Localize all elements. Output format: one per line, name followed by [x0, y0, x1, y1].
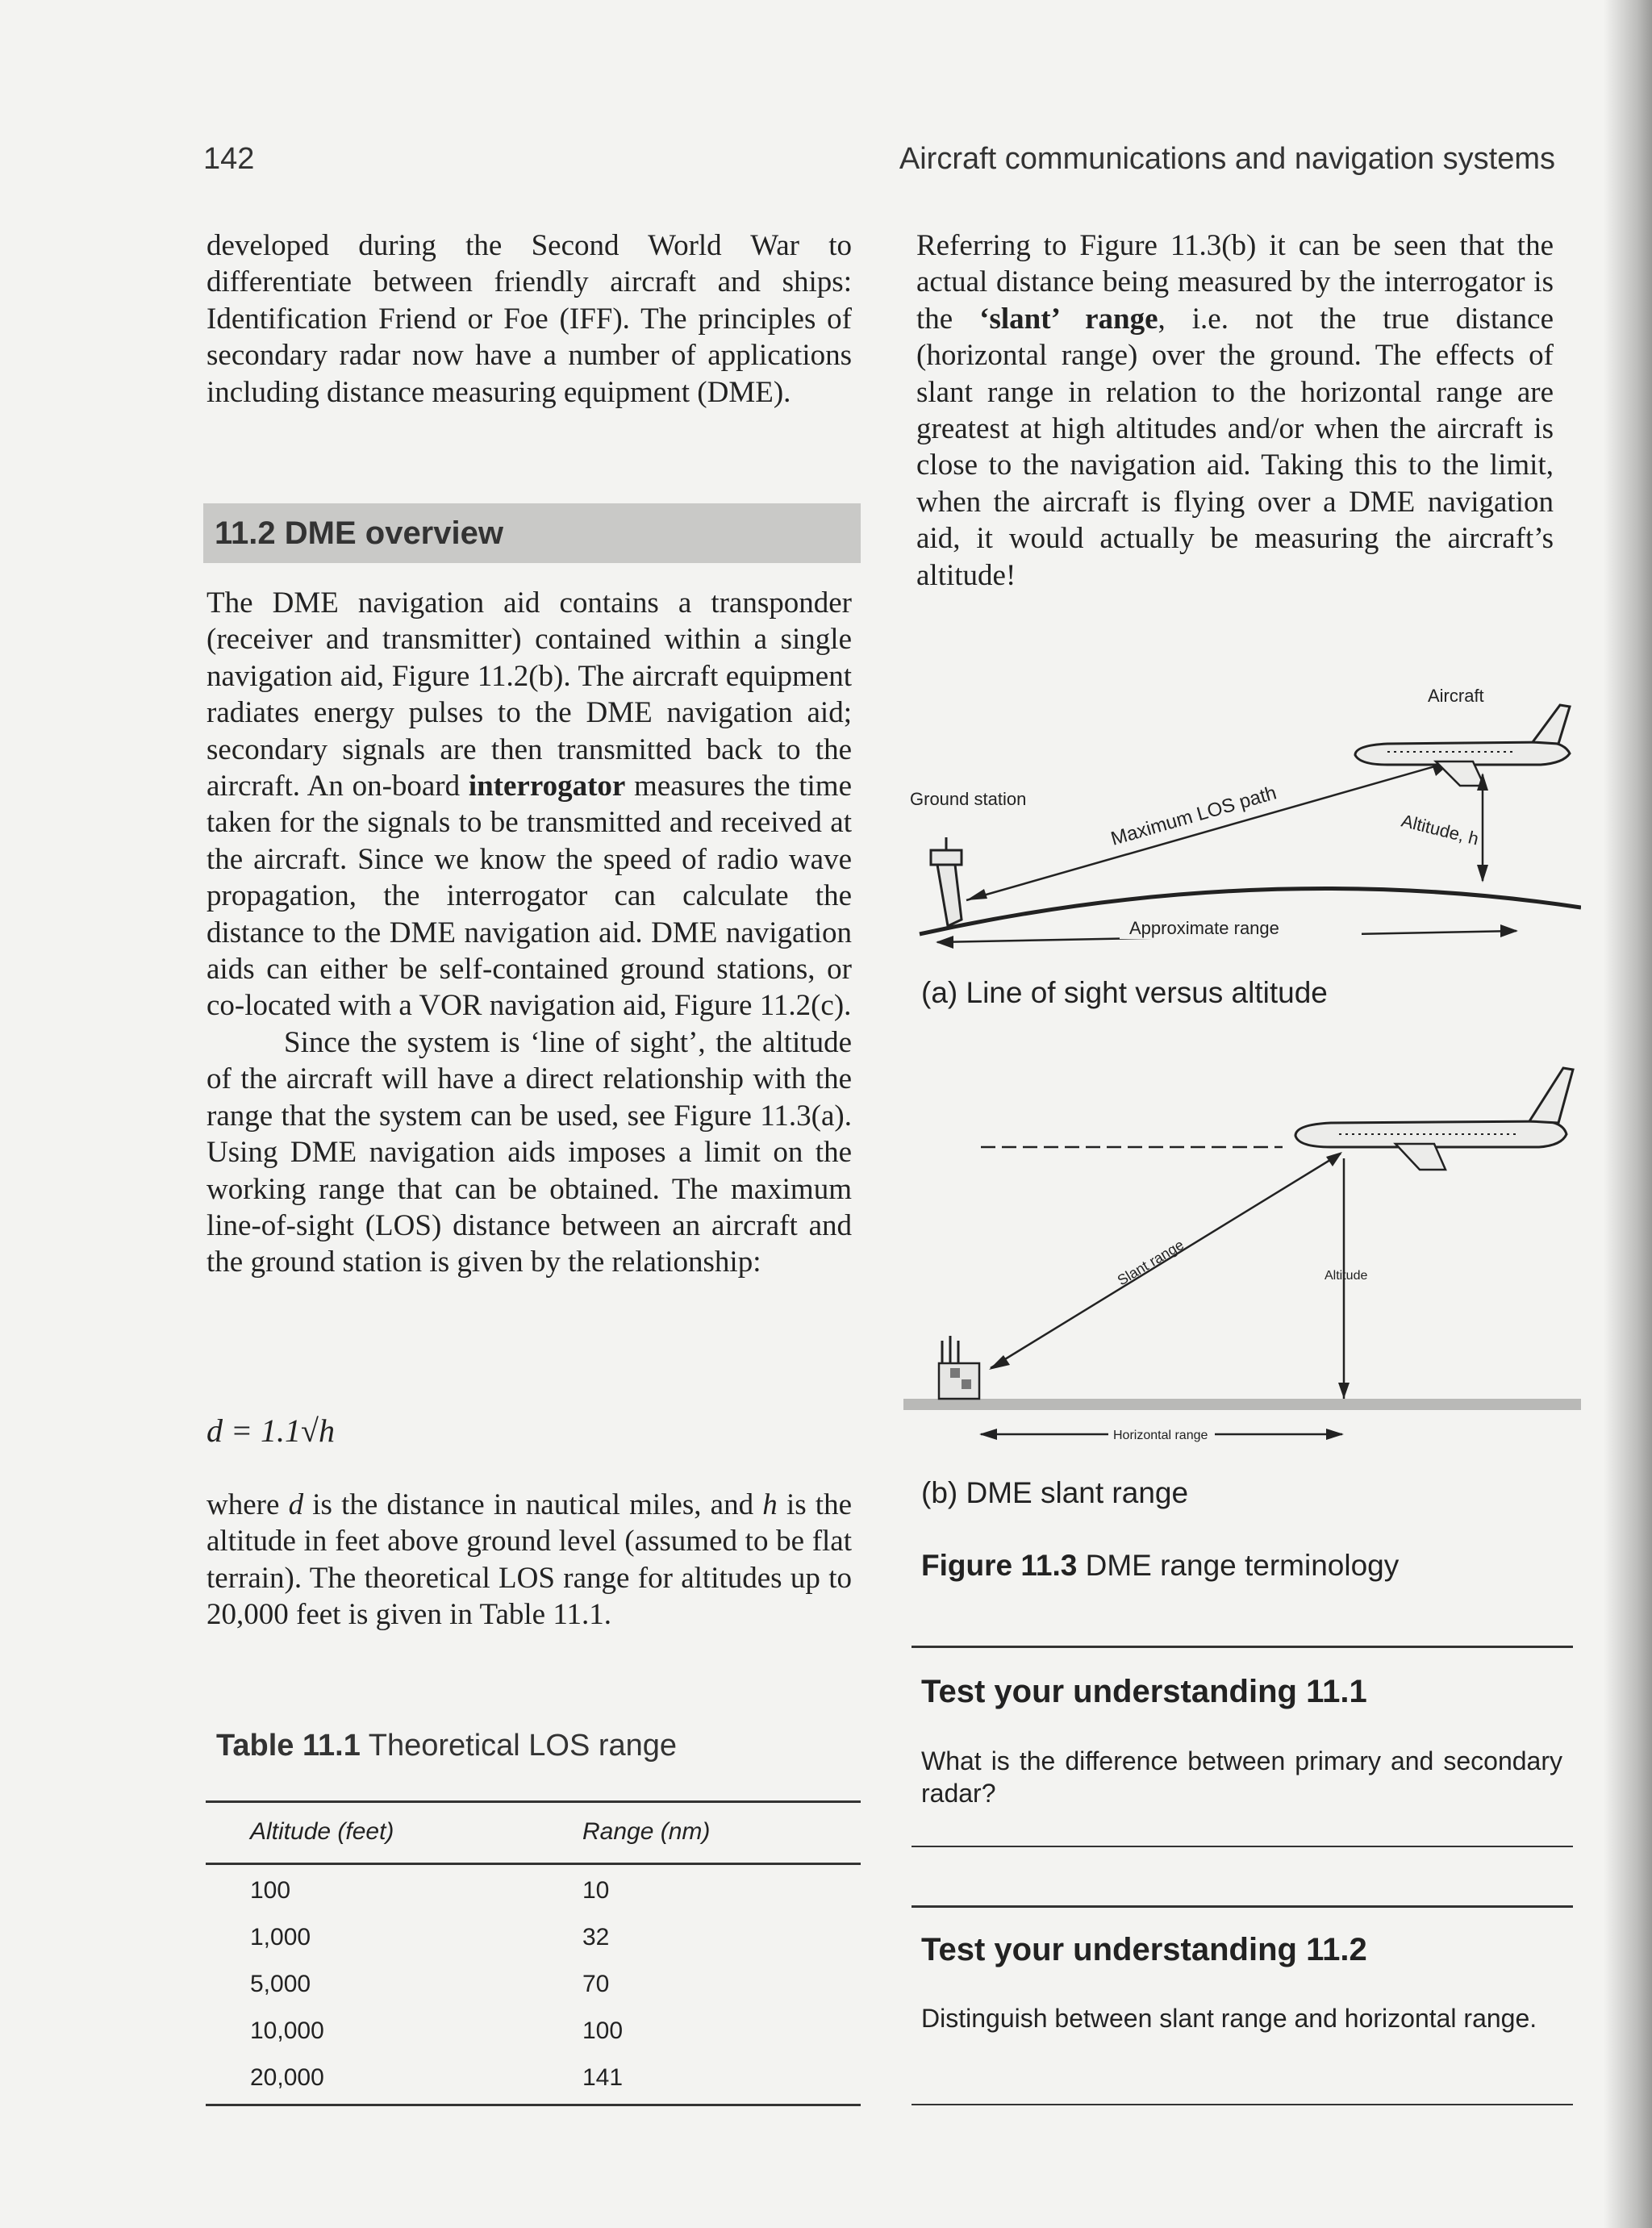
figure-b-slant-range-diagram: [903, 1057, 1581, 1452]
intro-paragraph: developed during the Second World War to differentiate between friendly aircraft and ships: Identification Friend or Foe (IFF). The principles of secondary radar now have a number of applications including distance measuring equipment (DME).: [206, 229, 852, 409]
figure-title-label: Figure 11.3: [921, 1549, 1078, 1582]
table-cell-altitude: 20,000: [250, 2064, 324, 2091]
table-caption-text: Theoretical LOS range: [368, 1729, 678, 1763]
body-text-left: [206, 585, 852, 1281]
figure-a-line-of-sight-diagram: [903, 678, 1581, 952]
label-altitude: Altitude: [1325, 1269, 1368, 1283]
figure-title: [921, 1549, 1399, 1583]
table-caption-label: Table 11.1: [216, 1729, 361, 1763]
ground-station-cab: [931, 850, 962, 865]
table-cell-altitude: 100: [250, 1877, 291, 1904]
test-box-1-bottom-rule: [912, 1846, 1573, 1847]
text-run: , i.e. not the true distance (horizontal range) over the ground. The effects of slant range in relation to the horizontal range are greatest at high altitudes and/or when the aircraft is close to the navigation aid. Taking this to the limit, when the aircraft is flying over a DME navigation aid, it would actually be measuring the aircraft’s altitude!: [916, 302, 1554, 592]
paragraph-where-block: [206, 1487, 852, 1633]
text-run: is the altitude in feet above ground level (assumed to be flat terrain). The theoretical LOS range for altitudes up to 20,000 feet is given in Table 11.1.: [206, 1488, 852, 1632]
table-cell-range: 32: [582, 1924, 610, 1951]
test-box-1-body: What is the difference between primary and secondary radar?: [921, 1746, 1562, 1808]
ground-strip: [903, 1399, 1581, 1410]
ground-station-building: [939, 1336, 979, 1399]
section-heading: 11.2 DME overview: [203, 503, 861, 563]
label-aircraft: Aircraft: [1428, 686, 1484, 706]
text-run: is the distance in nautical miles, and: [303, 1488, 763, 1521]
variable-h: h: [762, 1488, 778, 1521]
figure-title-text: DME range terminology: [1085, 1549, 1400, 1582]
table-header-altitude: Altitude (feet): [250, 1818, 394, 1845]
test-box-1-top-rule: [912, 1646, 1573, 1648]
formula: d = 1.1√h: [206, 1412, 335, 1449]
table-bottom-rule: [206, 2104, 861, 2106]
label-horizontal-range: Horizontal range: [1113, 1429, 1208, 1442]
figure-a-caption: (a) Line of sight versus altitude: [921, 976, 1328, 1009]
ground-station-tower: [937, 865, 962, 926]
table-cell-altitude: 10,000: [250, 2017, 324, 2044]
table-cell-altitude: 1,000: [250, 1924, 311, 1951]
los-arrowhead-left: [966, 889, 987, 900]
paragraph-slant-range: [916, 227, 1554, 594]
bold-term-slant-range: ‘slant’ range: [979, 302, 1158, 336]
text-run: measures the time taken for the signals to be transmitted and received at the aircraft. Since we know the speed of radio wave propagation, the interrogator can calculate the distance to the DME navigation aid. DME navigation aids can either be self-contained ground stations, or co-located with a VOR navigation aid, Figure 11.2(c).: [206, 770, 852, 1023]
intro-paragraph-block: [206, 227, 852, 411]
test-box-2-top-rule: [912, 1905, 1573, 1908]
paragraph-dme-transponder: [206, 585, 852, 1024]
paragraph-where: [206, 1487, 852, 1633]
text-run: Referring to Figure 11.3(b) it can be seen that the actual distance being measured by the interrogator is the: [916, 229, 1554, 336]
los-path-line: [966, 761, 1452, 900]
table-cell-range: 141: [582, 2064, 624, 2091]
label-ground-station: Ground station: [910, 789, 1027, 809]
paragraph-line-of-sight: Since the system is ‘line of sight’, the altitude of the aircraft will have a direct relationship with the range that the system can be used, see Figure 11.3(a). Using DME navigation aids imposes a limit on the working range that can be obtained. The maximum line-of-sight (LOS) distance between an aircraft and the ground station is given by the relationship:: [206, 1025, 852, 1279]
label-approximate-range: Approximate range: [1129, 918, 1279, 938]
body-text-right: [916, 227, 1554, 594]
table-cell-range: 10: [582, 1877, 610, 1904]
test-box-2-title: Test your understanding 11.2: [921, 1932, 1367, 1967]
page-edge-shadow: [1604, 0, 1652, 2228]
aircraft-icon: [1355, 705, 1570, 786]
table-header-rule: [206, 1863, 861, 1865]
table-cell-range: 70: [582, 1971, 610, 1997]
text-run: The DME navigation aid contains a transponder (receiver and transmitter) contained within a single navigation aid, Figure 11.2(b). The aircraft equipment radiates energy pulses to the DME navigation aid; secondary signals are then transmitted back to the aircraft. An on-board: [206, 586, 852, 803]
label-altitude-h: Altitude, h: [1399, 810, 1481, 849]
variable-d: d: [288, 1488, 304, 1521]
label-slant-range: Slant range: [1114, 1236, 1187, 1289]
table-caption: [216, 1729, 677, 1763]
test-box-2-body: Distinguish between slant range and horizontal range.: [921, 2004, 1537, 2033]
page-number: 142: [203, 142, 255, 176]
test-box-1-title: Test your understanding 11.1: [921, 1674, 1367, 1709]
table-cell-altitude: 5,000: [250, 1971, 311, 1997]
text-run: where: [206, 1488, 289, 1521]
figure-b-caption: (b) DME slant range: [921, 1476, 1189, 1509]
table-top-rule: [206, 1800, 861, 1803]
running-head: Aircraft communications and navigation systems: [899, 142, 1555, 176]
bold-term-interrogator: interrogator: [468, 770, 626, 803]
table-cell-range: 100: [582, 2017, 624, 2044]
table-header-range: Range (nm): [582, 1818, 711, 1845]
label-los-path: Maximum LOS path: [1108, 782, 1279, 850]
test-box-2-bottom-rule: [912, 2104, 1573, 2105]
